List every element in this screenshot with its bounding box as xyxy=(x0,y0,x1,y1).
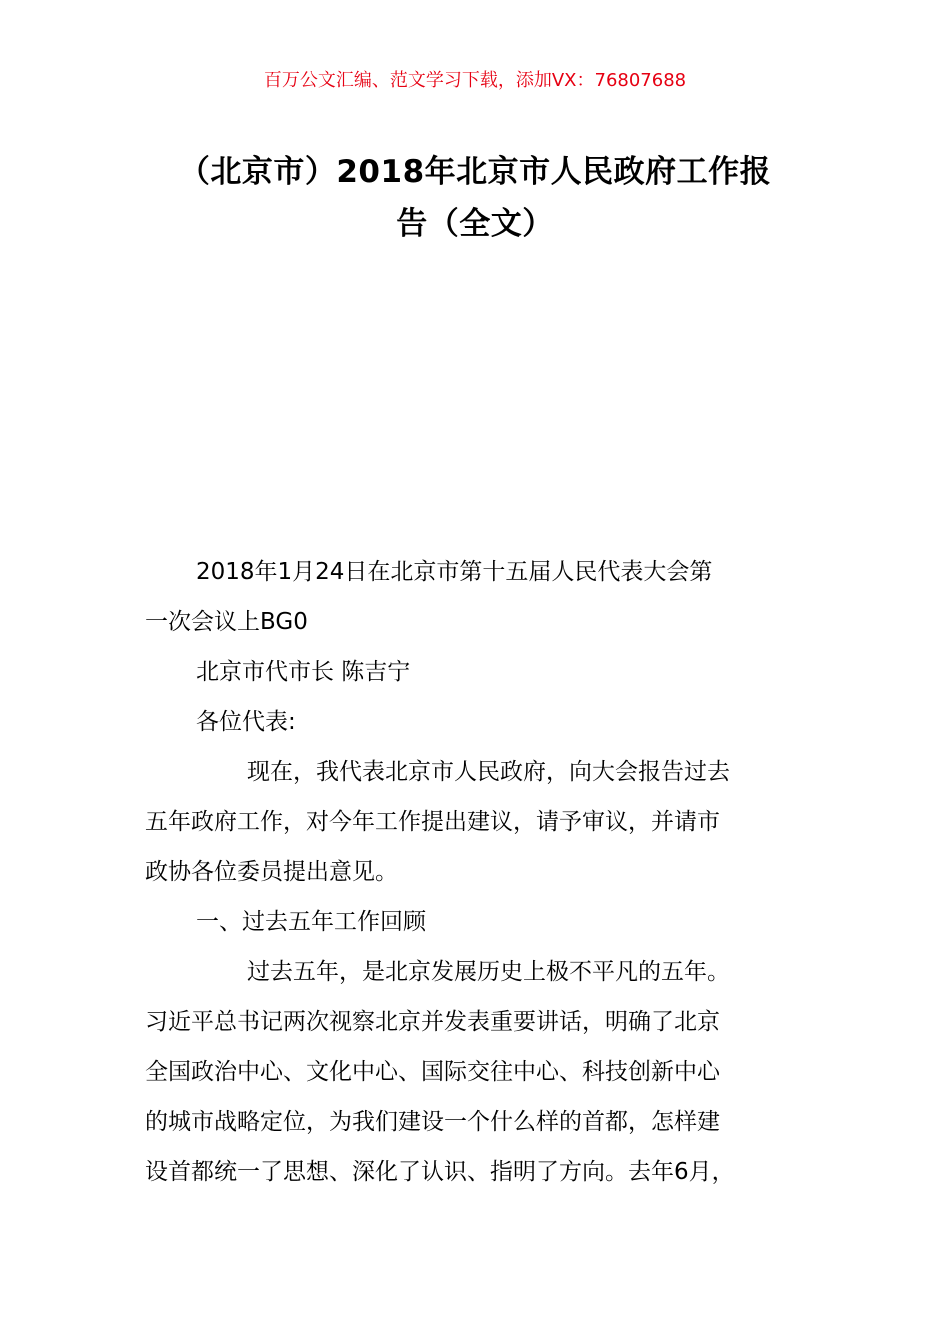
watermark-banner: 百万公文汇编、范文学习下载，添加VX：76807688 xyxy=(263,70,687,91)
paragraph-2-line-5: 设首都统一了思想、深化了认识、指明了方向。去年6月， xyxy=(145,1159,735,1185)
paragraph-1-line-3: 政协各位委员提出意见。 xyxy=(145,859,398,885)
date-venue-line-2: 一次会议上BG0 xyxy=(145,609,308,635)
paragraph-2-line-1: 过去五年，是北京发展历史上极不平凡的五年。 xyxy=(247,959,730,985)
date-venue-line-1: 2018年1月24日在北京市第十五届人民代表大会第 xyxy=(196,559,713,585)
paragraph-1-line-1: 现在，我代表北京市人民政府，向大会报告过去 xyxy=(247,759,730,785)
document-title-line-2: 告（全文） xyxy=(396,206,554,242)
paragraph-2-line-4: 的城市战略定位，为我们建设一个什么样的首都，怎样建 xyxy=(145,1109,720,1135)
document-title-line-1: （北京市）2018年北京市人民政府工作报 xyxy=(178,154,772,190)
speaker-line: 北京市代市长 陈吉宁 xyxy=(196,659,411,685)
paragraph-2-line-2: 习近平总书记两次视察北京并发表重要讲话，明确了北京 xyxy=(145,1009,720,1035)
paragraph-2-line-3: 全国政治中心、文化中心、国际交往中心、科技创新中心 xyxy=(145,1059,720,1085)
salutation: 各位代表: xyxy=(196,709,296,735)
section-heading: 一、过去五年工作回顾 xyxy=(196,909,426,935)
paragraph-1-line-2: 五年政府工作，对今年工作提出建议，请予审议，并请市 xyxy=(145,809,720,835)
